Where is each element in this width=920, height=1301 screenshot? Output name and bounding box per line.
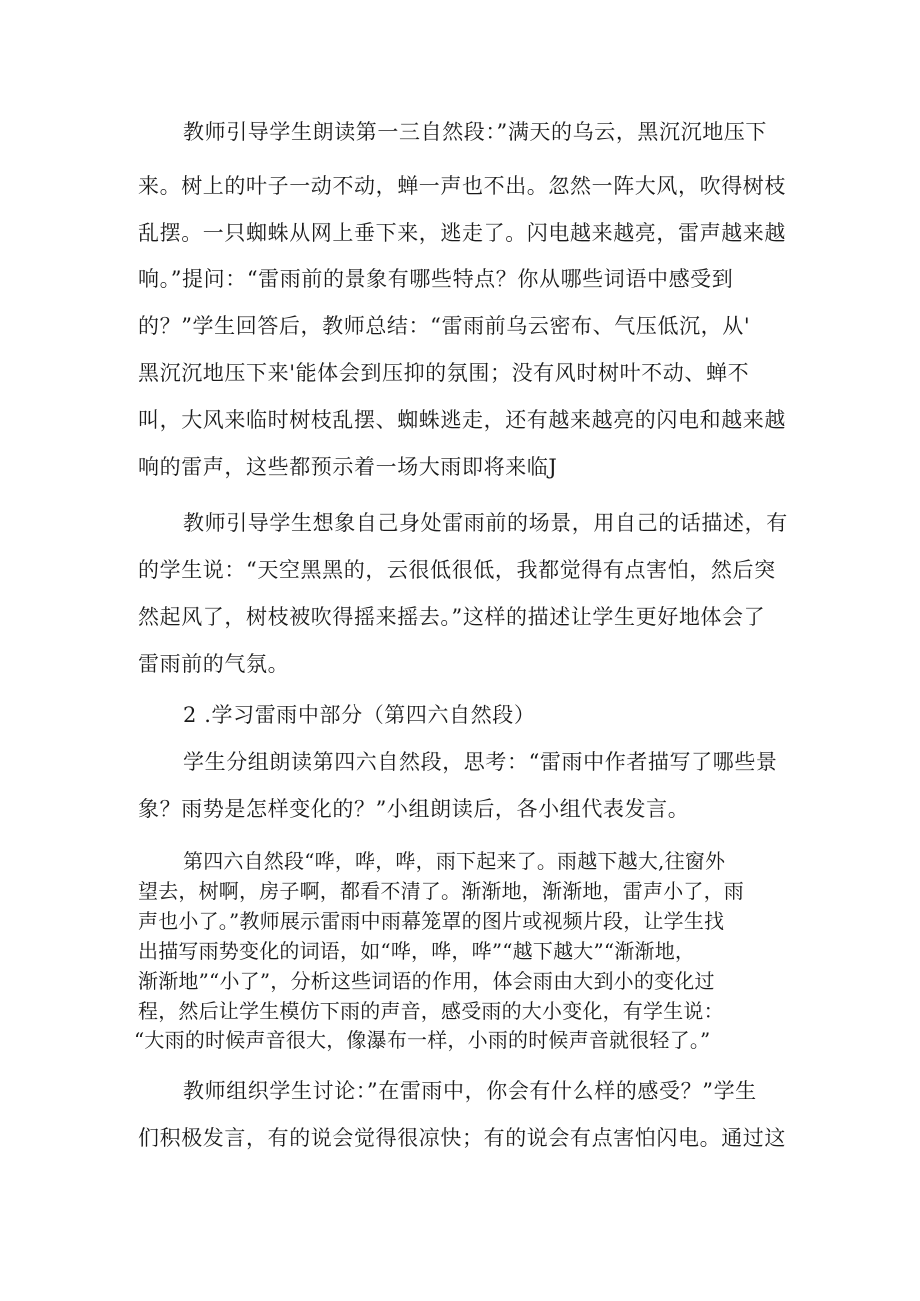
text-line: 出描写雨势变化的词语，如“哗，哗，哗”“越下越大”“渐渐地，	[138, 939, 696, 963]
text-line: 的？”学生回答后，教师总结：“雷雨前乌云密布、气压低沉，从'	[138, 314, 751, 338]
text-line: 教师引导学生朗读第一三自然段：”满天的乌云，黑沉沉地压下	[183, 120, 768, 144]
text-line: 的学生说：“天空黑黑的，云很低很低，我都觉得有点害怕，然后突	[138, 558, 776, 582]
text-line: 声也小了。”教师展示雷雨中雨幕笼罩的图片或视频片段，让学生找	[138, 909, 725, 933]
text-line: 程，然后让学生模仿下雨的声音，感受雨的大小变化，有学生说：	[138, 999, 724, 1023]
section-title: 2 .学习雷雨中部分（第四六自然段）	[183, 703, 536, 727]
text-line: 来。树上的叶子一动不动，蝉一声也不出。忽然一阵大风，吹得树枝	[138, 174, 786, 198]
text-line: 学生分组朗读第四六自然段，思考：“雷雨中作者描写了哪些景	[183, 750, 778, 774]
text-line: 叫，大风来临时树枝乱摆、蜘蛛逃走，还有越来越亮的闪电和越来越	[138, 408, 786, 432]
text-line: 们积极发言，有的说会觉得很凉快；有的说会有点害怕闪电。通过这	[138, 1126, 786, 1150]
text-line: 教师引导学生想象自己身处雷雨前的场景，用自己的话描述，有	[183, 511, 788, 535]
text-line: 雷雨前的气氛。	[138, 652, 290, 676]
text-line: 望去，树啊，房子啊，都看不清了。渐渐地，渐渐地，雷声小了，雨	[138, 879, 744, 903]
text-line: 响。”提问：“雷雨前的景象有哪些特点？你从哪些词语中感受到	[138, 267, 734, 291]
text-line: 乱摆。一只蜘蛛从网上垂下来，逃走了。闪电越来越亮，雷声越来越	[138, 221, 786, 245]
text-line: 然起风了，树枝被吹得摇来摇去。”这样的描述让学生更好地体会了	[138, 605, 766, 629]
text-line: 黑沉沉地压下来'能体会到压抑的氛围；没有风时树叶不动、蝉不	[138, 361, 750, 385]
text-line: 响的雷声，这些都预示着一场大雨即将来临J	[138, 455, 558, 479]
text-line: “大雨的时候声音很大，像瀑布一样，小雨的时候声音就很轻了。”	[134, 1028, 711, 1052]
text-line: 渐渐地”“小了”，分析这些词语的作用，体会雨由大到小的变化过	[138, 969, 715, 993]
text-line: 教师组织学生讨论：”在雷雨中，你会有什么样的感受？”学生	[183, 1079, 757, 1103]
text-line: 象？雨势是怎样变化的？”小组朗读后，各小组代表发言。	[138, 797, 690, 821]
text-line: 第四六自然段“哗，哗，哗，雨下起来了。雨越下越大,往窗外	[183, 849, 726, 873]
